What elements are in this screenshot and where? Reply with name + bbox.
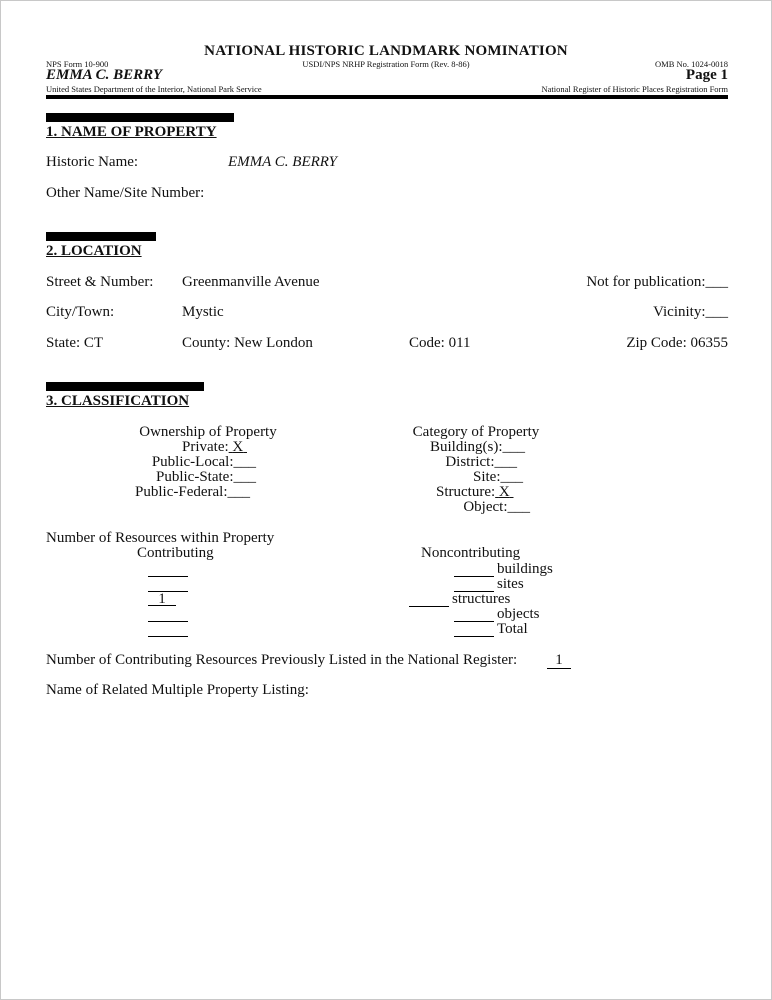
private-mark: X — [232, 439, 244, 455]
structure-mark: X — [498, 484, 510, 500]
section-2-heading: 2. LOCATION — [46, 243, 142, 259]
city-value: Mystic — [182, 304, 224, 320]
resource-type-total: Total — [497, 621, 528, 637]
code: Code: 011 — [409, 335, 471, 351]
registration-form-version: USDI/NPS NRHP Registration Form (Rev. 8-86) — [302, 59, 470, 69]
form-title: NATIONAL HISTORIC LANDMARK NOMINATION — [204, 43, 568, 59]
category-buildings: Building(s):___ — [429, 439, 525, 455]
previously-listed-value: 1 — [555, 652, 563, 668]
ownership-public-federal: Public-Federal:___ — [135, 484, 250, 500]
section-3-heading: 3. CLASSIFICATION — [46, 393, 190, 409]
resource-type-sites: sites — [497, 576, 524, 592]
category-district: District:___ — [445, 454, 517, 470]
state: State: CT — [46, 335, 104, 351]
contributing-total-blank — [148, 636, 188, 637]
register-form-name: National Register of Historic Places Registration Form — [541, 84, 728, 94]
resources-title: Number of Resources within Property — [46, 530, 275, 546]
category-title: Category of Property — [412, 424, 540, 440]
noncontributing-objects-blank — [454, 621, 494, 622]
category-object: Object:___ — [463, 499, 530, 515]
historic-name-value: EMMA C. BERRY — [228, 154, 338, 170]
noncontributing-label: Noncontributing — [421, 545, 521, 561]
previously-listed-blank — [547, 668, 571, 669]
resource-type-buildings: buildings — [497, 561, 553, 577]
contributing-structures-value: 1 — [158, 591, 166, 607]
ownership-public-state: Public-State:___ — [156, 469, 256, 485]
property-name-header: EMMA C. BERRY — [46, 67, 163, 83]
street-value: Greenmanville Avenue — [182, 274, 320, 290]
ownership-title: Ownership of Property — [139, 424, 277, 440]
ownership-private: Private: X — [182, 439, 244, 455]
resource-type-objects: objects — [497, 606, 540, 622]
category-site: Site:___ — [472, 469, 523, 485]
related-listing-label: Name of Related Multiple Property Listing: — [46, 682, 309, 698]
ownership-public-local: Public-Local:___ — [151, 454, 256, 470]
noncontributing-buildings-blank — [454, 576, 494, 577]
city-label: City/Town: — [46, 304, 115, 320]
section-1-bar — [46, 113, 234, 122]
contributing-objects-blank — [148, 621, 188, 622]
vicinity: Vicinity:___ — [653, 304, 728, 320]
zip-code: Zip Code: 06355 — [626, 335, 728, 351]
resource-type-structures: structures — [452, 591, 511, 607]
header-rule — [46, 95, 728, 99]
noncontributing-structures-blank — [409, 606, 449, 607]
previously-listed-label: Number of Contributing Resources Previously Listed in the National Register: — [46, 652, 518, 668]
contributing-buildings-blank — [148, 576, 188, 577]
not-for-publication: Not for publication:___ — [586, 274, 728, 290]
contributing-structures-blank — [148, 605, 176, 606]
street-label: Street & Number: — [46, 274, 154, 290]
category-structure: Structure: X — [436, 484, 510, 500]
form-number: NPS Form 10-900 — [46, 59, 109, 69]
page-number: Page 1 — [685, 67, 728, 83]
section-2-bar — [46, 232, 156, 241]
section-1-heading: 1. NAME OF PROPERTY — [46, 124, 217, 140]
other-name-label: Other Name/Site Number: — [46, 185, 205, 201]
noncontributing-total-blank — [454, 636, 494, 637]
county: County: New London — [182, 335, 313, 351]
historic-name-label: Historic Name: — [46, 154, 139, 170]
department-name: United States Department of the Interior, National Park Service — [46, 84, 262, 94]
omb-number: OMB No. 1024-0018 — [655, 59, 728, 69]
contributing-label: Contributing — [137, 545, 214, 561]
section-3-bar — [46, 382, 204, 391]
